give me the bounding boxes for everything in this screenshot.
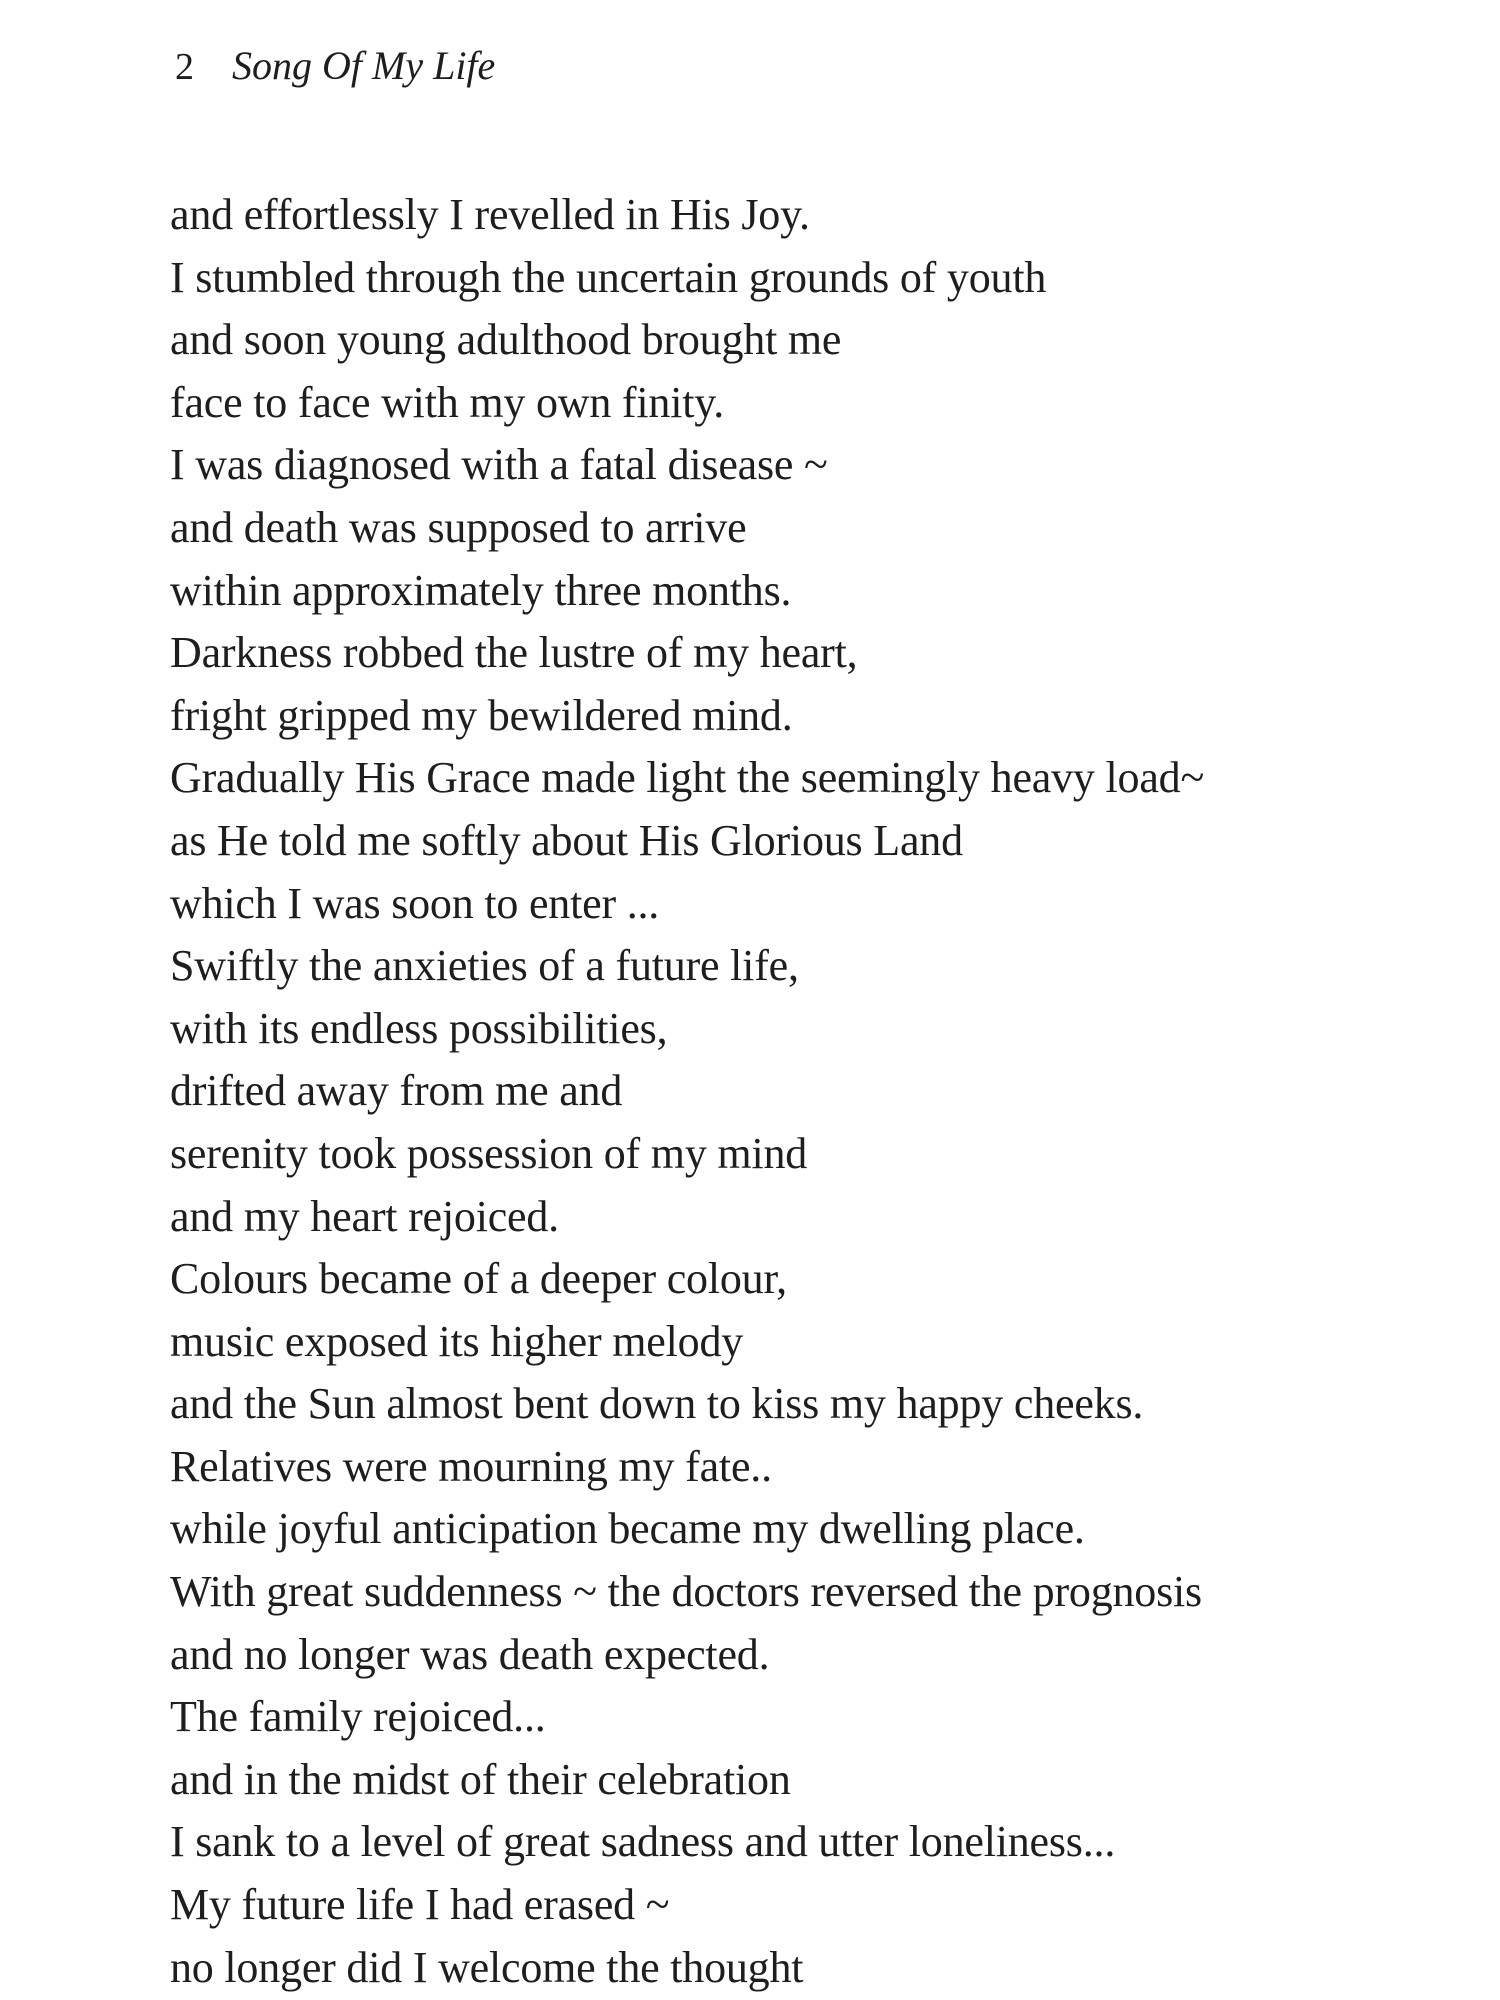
poem-line: within approximately three months. xyxy=(170,565,792,615)
poem-line: and death was supposed to arrive xyxy=(170,502,747,552)
poem-line: My future life I had erased ~ xyxy=(170,1880,670,1930)
poem-line: and my heart rejoiced. xyxy=(170,1191,559,1241)
running-title: Song Of My Life xyxy=(232,43,496,88)
poem-line: as He told me softly about His Glorious Land xyxy=(170,815,963,865)
poem-line: and in the midst of their celebration xyxy=(170,1754,791,1804)
poem-line: no longer did I welcome the thought xyxy=(170,1942,804,1992)
poem-line: The family rejoiced... xyxy=(170,1692,546,1742)
poem-body xyxy=(170,184,1470,1999)
poem-line: I stumbled through the uncertain grounds of youth xyxy=(170,252,1047,302)
poem-line: serenity took possession of my mind xyxy=(170,1128,808,1178)
poem-line: Gradually His Grace made light the seemingly heavy load~ xyxy=(170,753,1205,803)
poem-line: and soon young adulthood brought me xyxy=(170,315,842,365)
page-number: 2 xyxy=(175,46,194,88)
poem-line: and no longer was death expected. xyxy=(170,1629,770,1679)
poem-line: I sank to a level of great sadness and utter loneliness... xyxy=(170,1817,1116,1867)
poem-line: I was diagnosed with a fatal disease ~ xyxy=(170,440,828,490)
poem-line: Swiftly the anxieties of a future life, xyxy=(170,941,799,991)
poem-line: with its endless possibilities, xyxy=(170,1003,668,1053)
poem-line: music exposed its higher melody xyxy=(170,1316,744,1366)
poem-line: fright gripped my bewildered mind. xyxy=(170,690,793,740)
poem-line: face to face with my own finity. xyxy=(170,377,724,427)
poem-line: Relatives were mourning my fate.. xyxy=(170,1441,772,1491)
poem-line: which I was soon to enter ... xyxy=(170,878,660,928)
poem-line: and the Sun almost bent down to kiss my happy cheeks. xyxy=(170,1379,1144,1429)
poem-line: and effortlessly I revelled in His Joy. xyxy=(170,190,810,239)
poem-line: Darkness robbed the lustre of my heart, xyxy=(170,628,858,678)
poem-line: drifted away from me and xyxy=(170,1066,623,1116)
poem-line: With great suddenness ~ the doctors reversed the prognosis xyxy=(170,1567,1202,1617)
poem-line: while joyful anticipation became my dwelling place. xyxy=(170,1504,1085,1554)
page-header xyxy=(175,38,495,95)
poem-line: Colours became of a deeper colour, xyxy=(170,1254,787,1304)
